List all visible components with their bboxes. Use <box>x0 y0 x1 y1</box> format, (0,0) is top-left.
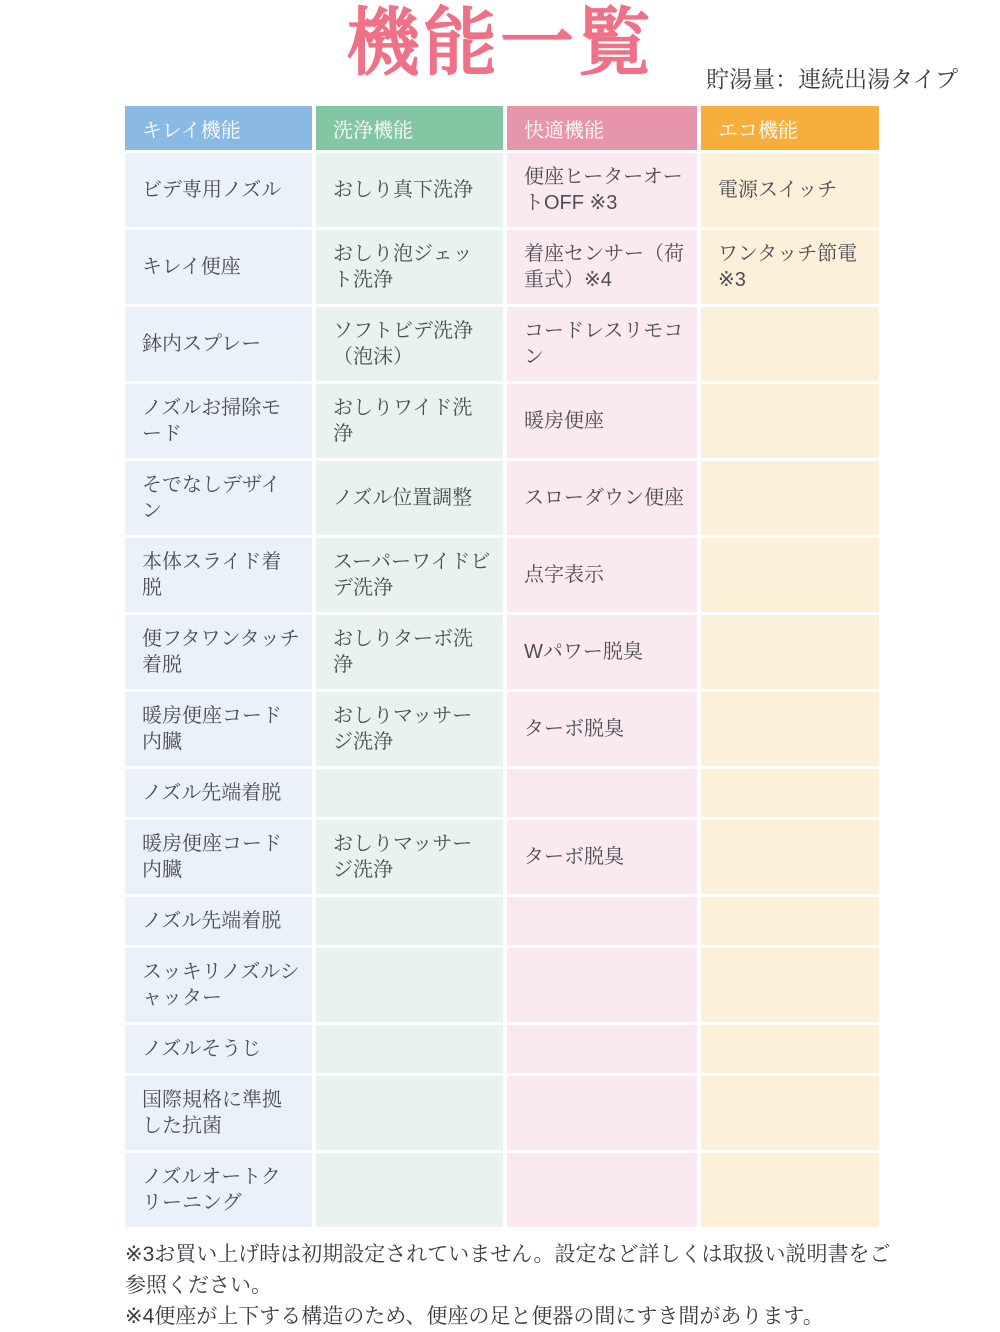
feature-cell-kirei: キレイ便座 <box>125 230 312 304</box>
feature-cell-senjou <box>316 897 503 945</box>
feature-cell-kirei: 本体スライド着脱 <box>125 538 312 612</box>
feature-cell-kaiteki: 点字表示 <box>507 538 697 612</box>
feature-cell-eco: ワンタッチ節電※3 <box>701 230 879 304</box>
feature-cell-kaiteki <box>507 1153 697 1227</box>
feature-cell-kaiteki: ターボ脱臭 <box>507 692 697 766</box>
feature-cell-kaiteki <box>507 897 697 945</box>
feature-cell-kirei: ノズルお掃除モード <box>125 384 312 458</box>
feature-cell-eco <box>701 615 879 689</box>
feature-cell-kaiteki: ターボ脱臭 <box>507 820 697 894</box>
table-row <box>125 1025 879 1073</box>
feature-cell-eco <box>701 897 879 945</box>
feature-cell-eco <box>701 769 879 817</box>
feature-cell-kaiteki <box>507 1025 697 1073</box>
feature-cell-senjou: ノズル位置調整 <box>316 461 503 535</box>
table-row <box>125 692 879 766</box>
table-row <box>125 384 879 458</box>
feature-cell-eco <box>701 948 879 1022</box>
feature-cell-eco <box>701 461 879 535</box>
feature-cell-senjou <box>316 1025 503 1073</box>
feature-cell-kirei: そでなしデザイン <box>125 461 312 535</box>
table-head <box>125 106 879 150</box>
page-subtitle: 貯湯量：連続出湯タイプ <box>706 66 958 92</box>
footnote: ※4便座が上下する構造のため、便座の足と便器の間にすき間があります。 <box>125 1305 824 1329</box>
feature-table <box>121 103 883 1230</box>
feature-cell-kaiteki: 暖房便座 <box>507 384 697 458</box>
feature-cell-kirei: ノズルそうじ <box>125 1025 312 1073</box>
feature-cell-senjou: おしりマッサージ洗浄 <box>316 820 503 894</box>
page-title: 機能一覧 <box>346 1 654 84</box>
feature-cell-kirei: ノズル先端着脱 <box>125 897 312 945</box>
feature-cell-kirei: 鉢内スプレー <box>125 307 312 381</box>
feature-cell-senjou: スーパーワイドビデ洗浄 <box>316 538 503 612</box>
table-row <box>125 230 879 304</box>
feature-cell-kirei: ビデ専用ノズル <box>125 153 312 227</box>
table-row <box>125 769 879 817</box>
feature-cell-eco <box>701 1076 879 1150</box>
feature-cell-kaiteki <box>507 769 697 817</box>
feature-cell-senjou: おしりマッサージ洗浄 <box>316 692 503 766</box>
feature-cell-kirei: スッキリノズルシャッター <box>125 948 312 1022</box>
table-row <box>125 615 879 689</box>
table-body <box>125 153 879 1227</box>
table-row <box>125 307 879 381</box>
page-header <box>0 0 1000 100</box>
feature-cell-kirei: 便フタワンタッチ着脱 <box>125 615 312 689</box>
feature-cell-kirei: 国際規格に準拠した抗菌 <box>125 1076 312 1150</box>
feature-cell-senjou <box>316 769 503 817</box>
feature-cell-senjou: ソフトビデ洗浄（泡沫） <box>316 307 503 381</box>
table-row <box>125 153 879 227</box>
feature-cell-kaiteki: Wパワー脱臭 <box>507 615 697 689</box>
feature-cell-eco <box>701 692 879 766</box>
feature-cell-eco <box>701 1025 879 1073</box>
feature-cell-eco <box>701 307 879 381</box>
table-row <box>125 948 879 1022</box>
table-row <box>125 538 879 612</box>
table-row <box>125 897 879 945</box>
feature-cell-senjou <box>316 1153 503 1227</box>
table-row <box>125 1076 879 1150</box>
feature-cell-kaiteki: コードレスリモコン <box>507 307 697 381</box>
feature-cell-senjou: おしりターボ洗浄 <box>316 615 503 689</box>
feature-cell-senjou <box>316 948 503 1022</box>
feature-cell-kirei: ノズルオートクリーニング <box>125 1153 312 1227</box>
feature-cell-eco <box>701 820 879 894</box>
feature-cell-eco <box>701 1153 879 1227</box>
column-header-kaiteki: 快適機能 <box>507 106 697 150</box>
feature-cell-senjou <box>316 1076 503 1150</box>
feature-cell-eco <box>701 538 879 612</box>
column-header-kirei: キレイ機能 <box>125 106 312 150</box>
feature-cell-senjou: おしり泡ジェット洗浄 <box>316 230 503 304</box>
feature-cell-kaiteki <box>507 1076 697 1150</box>
feature-cell-kaiteki: 着座センサー（荷重式）※4 <box>507 230 697 304</box>
column-header-eco: エコ機能 <box>701 106 879 150</box>
table-row <box>125 820 879 894</box>
feature-cell-kirei: 暖房便座コード内臓 <box>125 692 312 766</box>
feature-cell-kaiteki: 便座ヒーターオートOFF ※3 <box>507 153 697 227</box>
feature-cell-kirei: 暖房便座コード内臓 <box>125 820 312 894</box>
table-row <box>125 461 879 535</box>
feature-cell-senjou: おしりワイド洗浄 <box>316 384 503 458</box>
feature-cell-senjou: おしり真下洗浄 <box>316 153 503 227</box>
footnotes <box>125 1239 897 1332</box>
footnote: ※3お買い上げ時は初期設定されていません。設定など詳しくは取扱い説明書をご参照ください。 <box>125 1243 891 1298</box>
feature-cell-kaiteki <box>507 948 697 1022</box>
column-header-senjou: 洗浄機能 <box>316 106 503 150</box>
feature-cell-kaiteki: スローダウン便座 <box>507 461 697 535</box>
header-row <box>125 106 879 150</box>
feature-cell-eco: 電源スイッチ <box>701 153 879 227</box>
feature-cell-eco <box>701 384 879 458</box>
feature-cell-kirei: ノズル先端着脱 <box>125 769 312 817</box>
table-row <box>125 1153 879 1227</box>
